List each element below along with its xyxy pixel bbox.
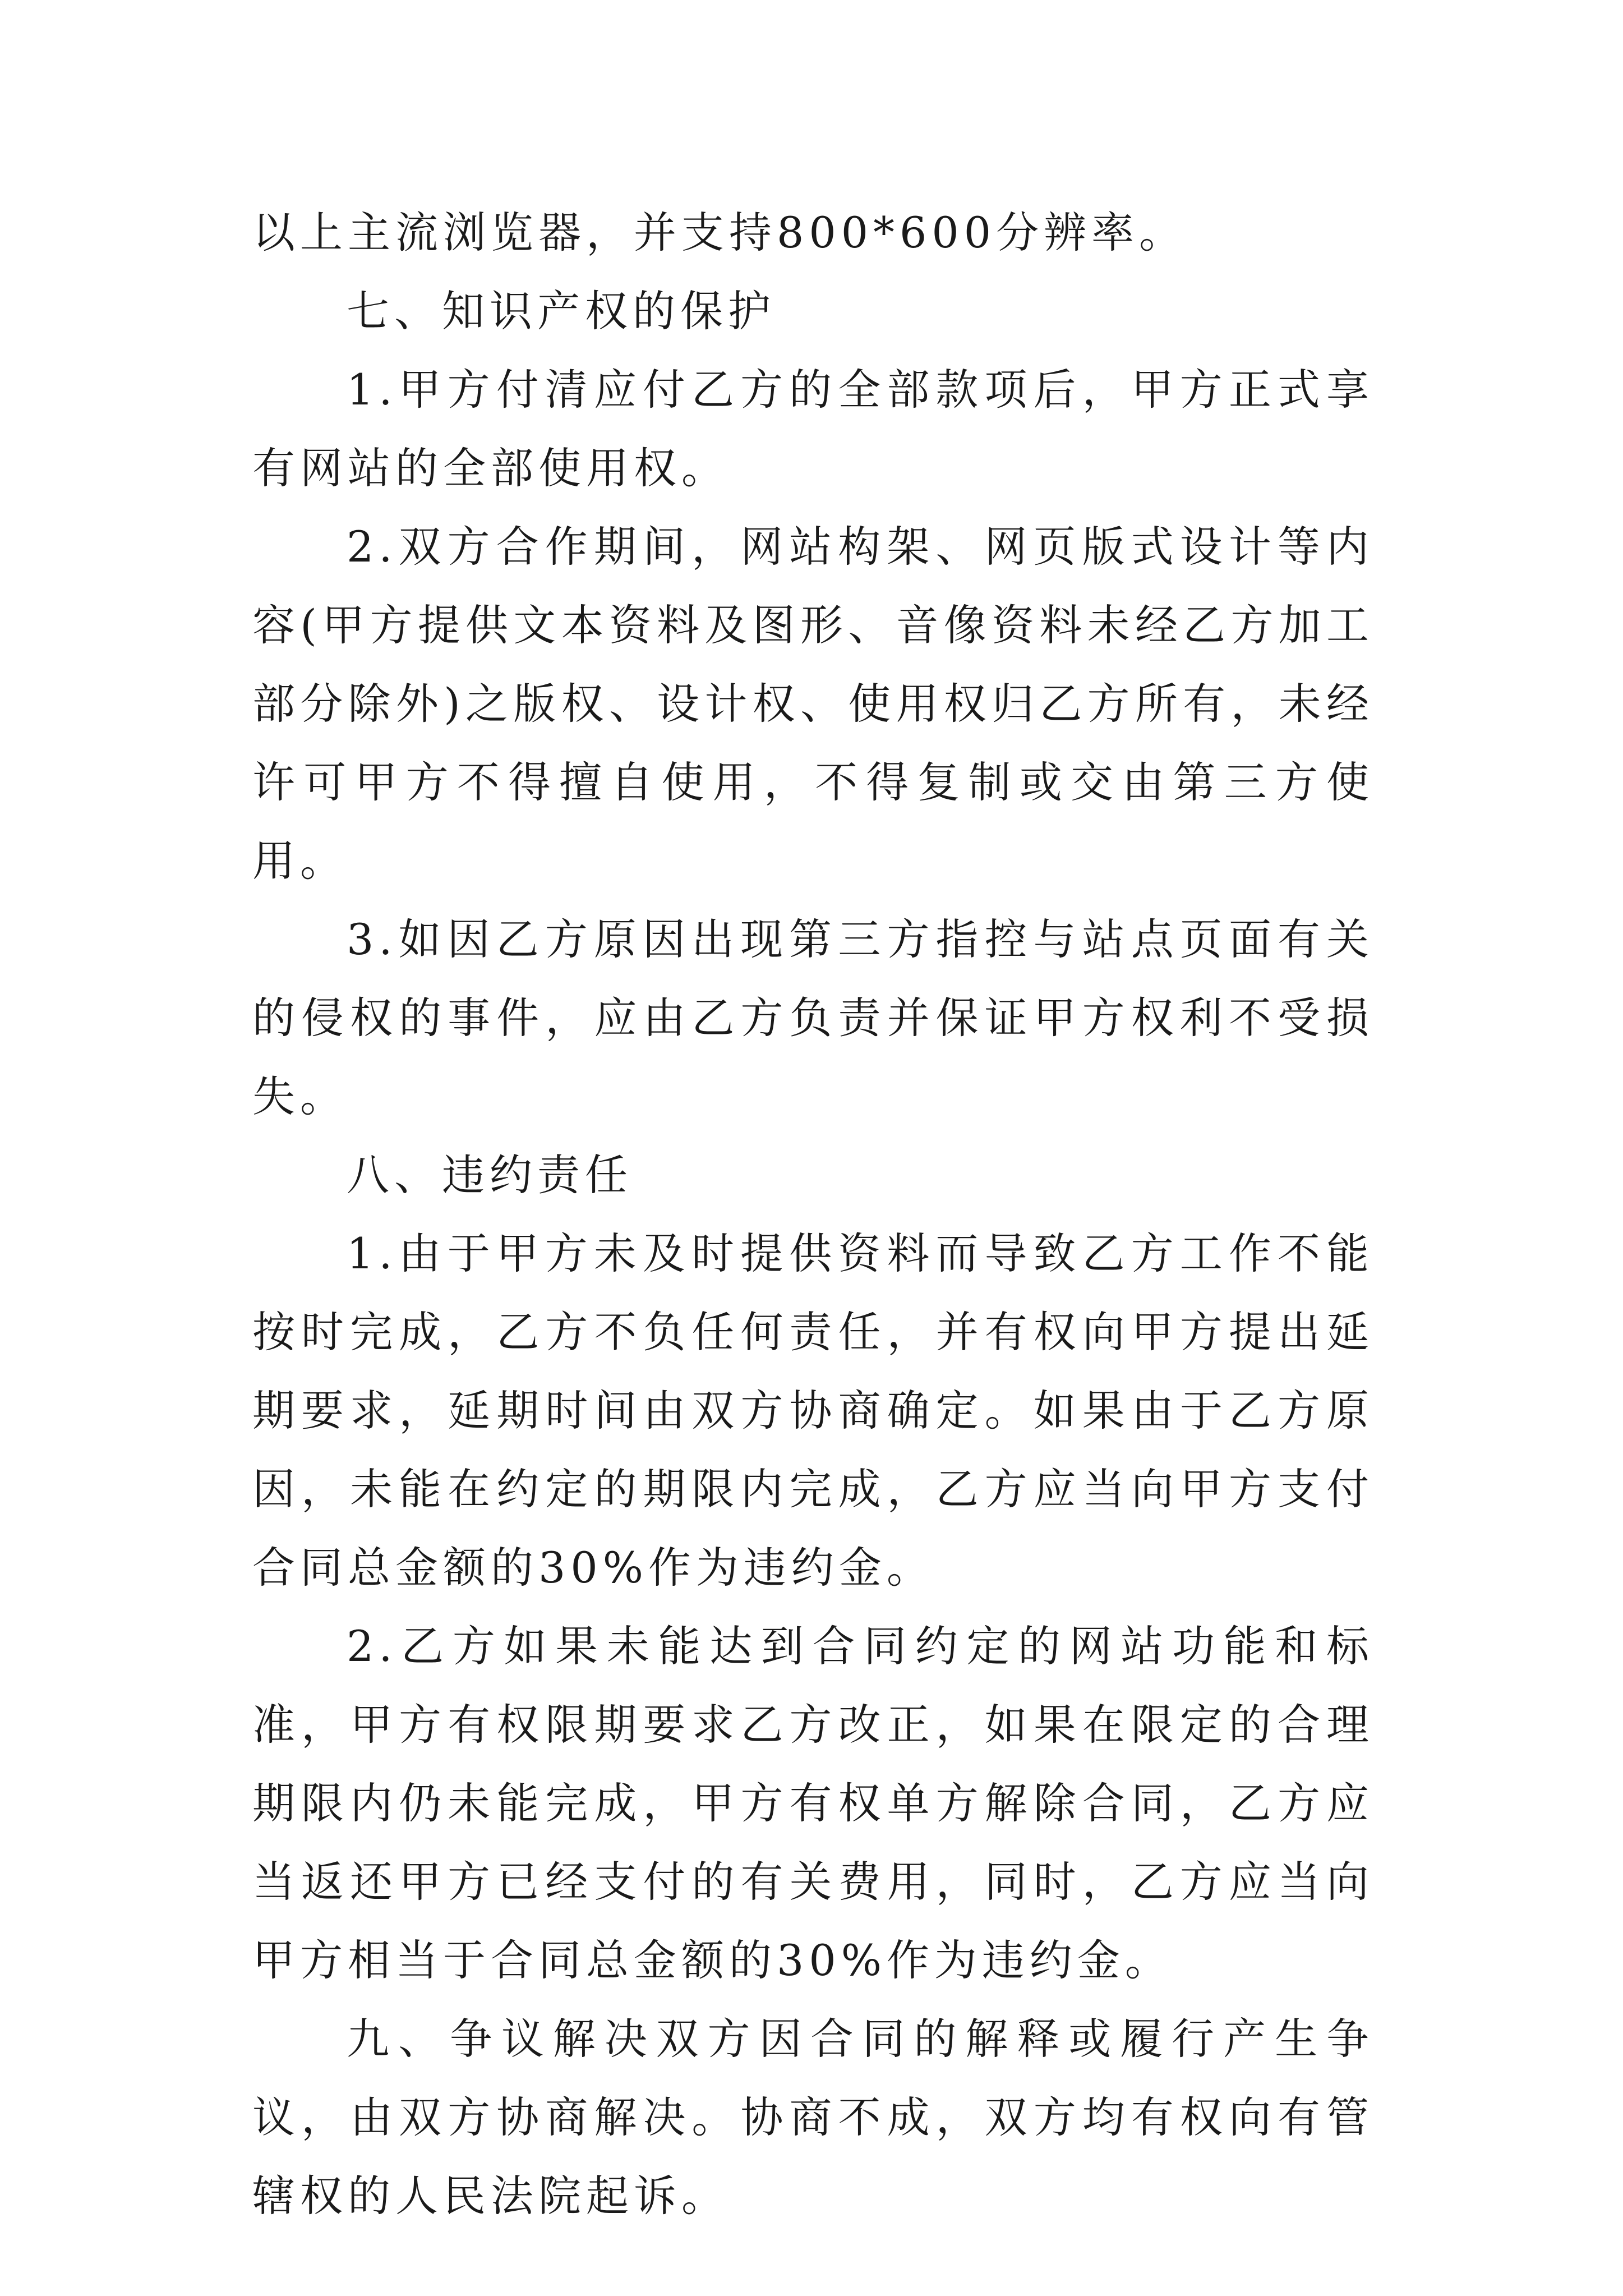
paragraph-breach-clause-1: 1.由于甲方未及时提供资料而导致乙方工作不能按时完成，乙方不负任何责任，并有权向甲方提出延期要求，延期时间由双方协商确定。如果由于乙方原因，未能在约定的期限内完成，乙方应当向甲方支付合同总金额的30%作为违约金。 (252, 1228, 1374, 1593)
paragraph-breach-clause-2: 2.乙方如果未能达到合同约定的网站功能和标准，甲方有权限期要求乙方改正，如果在限定的合理期限内仍未能完成，甲方有权单方解除合同，乙方应当返还甲方已经支付的有关费用，同时，乙方应当向甲方相当于合同总金额的30%作为违约金。 (252, 1621, 1374, 1985)
section-heading-breach-liability: 八、违约责任 (347, 1150, 633, 1200)
paragraph-ip-clause-2: 2.双方合作期间，网站构架、网页版式设计等内容(甲方提供文本资料及图形、音像资料未经乙方加工部分除外)之版权、设计权、使用权归乙方所有，未经许可甲方不得擅自使用，不得复制或交由第三方使用。 (252, 522, 1374, 886)
paragraph-ip-clause-3: 3.如因乙方原因出现第三方指控与站点页面有关的侵权的事件，应由乙方负责并保证甲方权利不受损失。 (252, 914, 1374, 1121)
paragraph-browser-support: 以上主流浏览器，并支持800*600分辨率。 (252, 208, 1187, 257)
document-body (252, 194, 1374, 2235)
paragraph-dispute-resolution: 九、争议解决双方因合同的解释或履行产生争议，由双方协商解决。协商不成，双方均有权向有管辖权的人民法院起诉。 (252, 2014, 1374, 2221)
section-heading-ip-protection: 七、知识产权的保护 (347, 286, 776, 336)
paragraph-ip-clause-1: 1.甲方付清应付乙方的全部款项后，甲方正式享有网站的全部使用权。 (252, 365, 1374, 493)
